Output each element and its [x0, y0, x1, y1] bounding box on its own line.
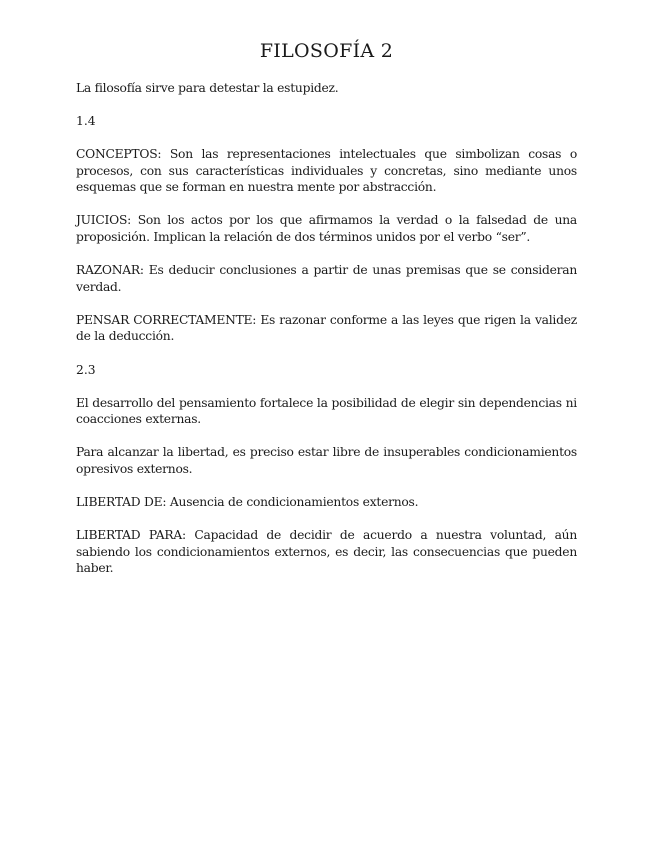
intro-paragraph: La filosofía sirve para detestar la estupidez. — [76, 81, 339, 95]
document-body — [76, 38, 577, 593]
document-title: FILOSOFÍA 2 — [259, 40, 394, 62]
paragraph-conceptos: CONCEPTOS: Son las representaciones intelectuales que simbolizan cosas o procesos, con sus características individuales y concretas, sino mediante unos esquemas que se forman en nuestra mente por abstracción. — [76, 147, 577, 195]
paragraph-alcanzar-libertad: Para alcanzar la libertad, es preciso estar libre de insuperables condicionamientos opresivos externos. — [76, 445, 577, 476]
paragraph-libertad-para: LIBERTAD PARA: Capacidad de decidir de acuerdo a nuestra voluntad, aún sabiendo los condicionamientos externos, es decir, las consecuencias que pueden haber. — [76, 528, 577, 576]
section-number-2-3: 2.3 — [76, 362, 96, 377]
paragraph-razonar: RAZONAR: Es deducir conclusiones a partir de unas premisas que se consideran verdad. — [76, 263, 577, 294]
paragraph-libertad-de: LIBERTAD DE: Ausencia de condicionamientos externos. — [76, 495, 419, 509]
paragraph-desarrollo: El desarrollo del pensamiento fortalece la posibilidad de elegir sin dependencias ni coacciones externas. — [76, 395, 577, 427]
paragraph-juicios: JUICIOS: Son los actos por los que afirmamos la verdad o la falsedad de una proposición. Implican la relación de dos términos unidos por el verbo “ser”. — [76, 213, 577, 245]
paragraph-pensar-correctamente: PENSAR CORRECTAMENTE: Es razonar conforme a las leyes que rigen la validez de la deducción. — [76, 312, 577, 344]
section-number-1-4: 1.4 — [76, 114, 96, 129]
